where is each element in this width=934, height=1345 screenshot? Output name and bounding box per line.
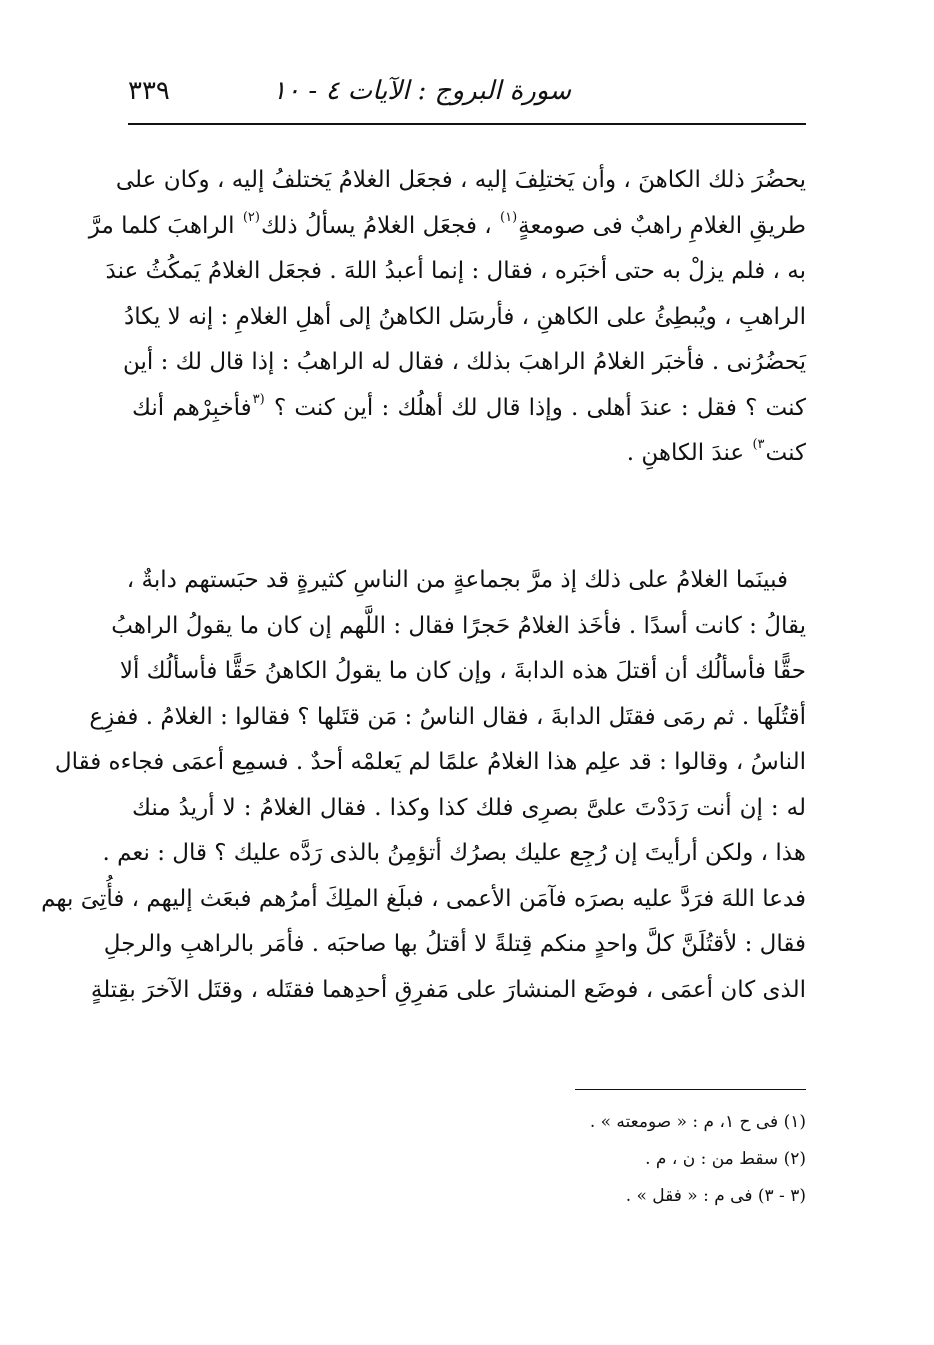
text-line: له : إن أنت رَدَدْتَ علىَّ بصرِى فلك كذا وكذا . فقال الغلامُ : لا أريدُ منك [132, 794, 806, 821]
text-segment: ، فجعَل الغلامُ يسألُ ذلك [260, 212, 492, 239]
footnote-rule [575, 1089, 806, 1090]
text-line [132, 431, 806, 477]
paragraph-2 [41, 558, 806, 1013]
text-line: فقال : لأقتُلَنَّ كلَّ واحدٍ منكم قِتلةً لا أقتلُ بها صاحبَه . فأمَر بالراهبِ والرجلِ [103, 931, 806, 957]
text-line: فبينَما الغلامُ على ذلك إذ مرَّ بجماعةٍ من الناسِ كثيرةٍ قد حبَستهم دابةٌ ، [126, 567, 788, 593]
footnote-ref-1: (١) [500, 209, 518, 225]
text-line: هذا ، ولكن أرأيتَ إن رُجِع عليك بصرُك أتؤمِنُ بالذى رَدَّه عليك ؟ قال : نعم . [102, 840, 806, 866]
text-line: يحضُرَ ذلك الكاهنَ ، وأن يَختلِفَ إليه ، فجعَل الغلامُ يَختلفُ إليه ، وكان على [115, 167, 806, 193]
text-line [88, 204, 806, 250]
text-line: الراهبِ ، ويُبطِئُ على الكاهنِ ، فأرسَل الكاهنُ إلى أهلِ الغلامِ : إنه لا يكادُ [124, 303, 806, 330]
text-line: الناسُ ، وقالوا : قد علِم هذا الغلامُ علمًا لم يَعلمْه أحدٌ . فسمِع أعمَى فجاءه فقال [54, 749, 806, 775]
text-line [132, 386, 806, 432]
footnotes [420, 1104, 806, 1215]
text-line: فدعا اللهَ فرَدَّ عليه بصرَه فآمَن الأعمى ، فبلَغ الملِكَ أمرُهم فبعَث إليهم ، فأُتِىَ بهم [41, 885, 806, 912]
paragraph-1 [88, 158, 807, 477]
text-line: يَحضُرُنى . فأخبَر الغلامُ الراهبَ بذلك ، فقال له الراهبُ : إذا قال لك : أين [122, 349, 806, 375]
text-line: به ، فلم يزلْ به حتى أخبَره ، فقال : إنما أعبدُ اللهَ . فجعَل الغلامُ يَمكُثُ عندَ [105, 258, 806, 284]
text-segment: فأخبِرْهم أنك [132, 394, 252, 421]
text-segment: عندَ الكاهنِ . [626, 440, 745, 466]
text-segment: كنت [765, 440, 806, 466]
footnote-3: (٣ - ٣) فى م : « فقل » . [625, 1186, 806, 1206]
text-segment: طريقِ الغلامِ راهبٌ فى صومعةٍ [518, 212, 806, 239]
footnote-ref-3-start: (٣ [252, 391, 265, 407]
text-segment: كنت ؟ فقل : عندَ أهلى . وإذا قال لك أهلُك : أين كنت ؟ [273, 394, 807, 421]
footnote-ref-3-end: ٣) [752, 437, 765, 452]
footnote-1: (١) فى ح ١، م : « صومعته » . [589, 1112, 806, 1132]
header-rule [128, 123, 806, 125]
page-title: سورة البروج : الآيات ٤ - ١٠ [272, 76, 571, 106]
running-head [128, 76, 806, 116]
footnote-2: (٢) سقط من : ن ، م . [645, 1149, 806, 1169]
text-segment: الراهبَ كلما مرَّ [88, 212, 235, 239]
text-line: أقتُلَها . ثم رمَى فقتَل الدابةَ ، فقال الناسُ : مَن قتَلها ؟ فقالوا : الغلامُ . ففزِع [89, 703, 806, 730]
footnote-ref-2: (٢) [242, 209, 260, 225]
text-line: حقًّا فأسألُك أن أقتلَ هذه الدابةَ ، وإن كان ما يقولُ الكاهنُ حَقًّا فأسألُك ألا [119, 658, 806, 684]
text-line: يقالُ : كانت أسدًا . فأخَذ الغلامُ حَجرًا فقال : اللَّهم إن كان ما يقولُ الراهبُ [111, 612, 806, 639]
page-number: ٣٣٩ [128, 76, 170, 106]
text-line: الذى كان أعمَى ، فوضَع المنشارَ على مَفرِقِ أحدِهما فقتَله ، وقتَل الآخرَ بقِتلةٍ [90, 976, 806, 1003]
